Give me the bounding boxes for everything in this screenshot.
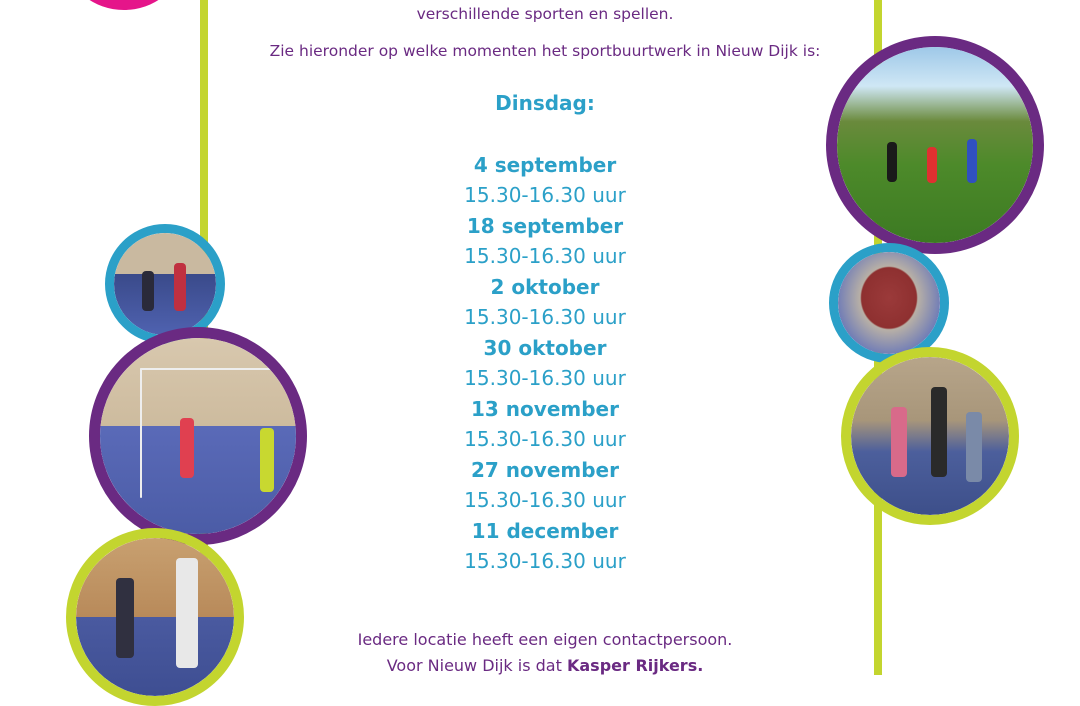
schedule-entry bbox=[215, 516, 875, 577]
schedule-entry bbox=[215, 211, 875, 272]
schedule-time: 15.30-16.30 uur bbox=[464, 244, 626, 268]
schedule-entry bbox=[215, 272, 875, 333]
schedule-time: 15.30-16.30 uur bbox=[464, 183, 626, 207]
schedule-day-heading: Dinsdag: bbox=[495, 91, 595, 115]
photo-gym-kids bbox=[114, 233, 216, 335]
contact-line-1: Iedere locatie heeft een eigen contactpersoon. bbox=[357, 630, 733, 649]
contact-person-name: Kasper Rijkers. bbox=[566, 656, 704, 675]
schedule-time: 15.30-16.30 uur bbox=[464, 305, 626, 329]
schedule-time: 15.30-16.30 uur bbox=[464, 366, 626, 390]
contact-prefix: Voor Nieuw Dijk is dat bbox=[386, 656, 567, 675]
intro-line-2: Zie hieronder op welke momenten het sportbuurtwerk in Nieuw Dijk is: bbox=[269, 42, 821, 60]
contact-line-2 bbox=[215, 656, 875, 675]
schedule-list bbox=[215, 150, 875, 577]
schedule-time: 15.30-16.30 uur bbox=[464, 488, 626, 512]
photo-circle-gym-kids-small bbox=[105, 224, 225, 344]
pink-circle-decoration bbox=[68, 0, 180, 10]
schedule-date: 13 november bbox=[471, 397, 619, 421]
schedule-entry bbox=[215, 455, 875, 516]
schedule-date: 2 oktober bbox=[490, 275, 600, 299]
schedule-entry bbox=[215, 394, 875, 455]
schedule-time: 15.30-16.30 uur bbox=[464, 427, 626, 451]
intro-line-1: verschillende sporten en spellen. bbox=[416, 5, 674, 23]
schedule-date: 4 september bbox=[473, 153, 617, 177]
photo-kids-ball bbox=[76, 538, 234, 696]
schedule-date: 27 november bbox=[471, 458, 619, 482]
schedule-entry bbox=[215, 333, 875, 394]
schedule-entry bbox=[215, 150, 875, 211]
schedule-date: 11 december bbox=[471, 519, 619, 543]
schedule-time: 15.30-16.30 uur bbox=[464, 549, 626, 573]
schedule-date: 18 september bbox=[466, 214, 624, 238]
schedule-date: 30 oktober bbox=[483, 336, 607, 360]
